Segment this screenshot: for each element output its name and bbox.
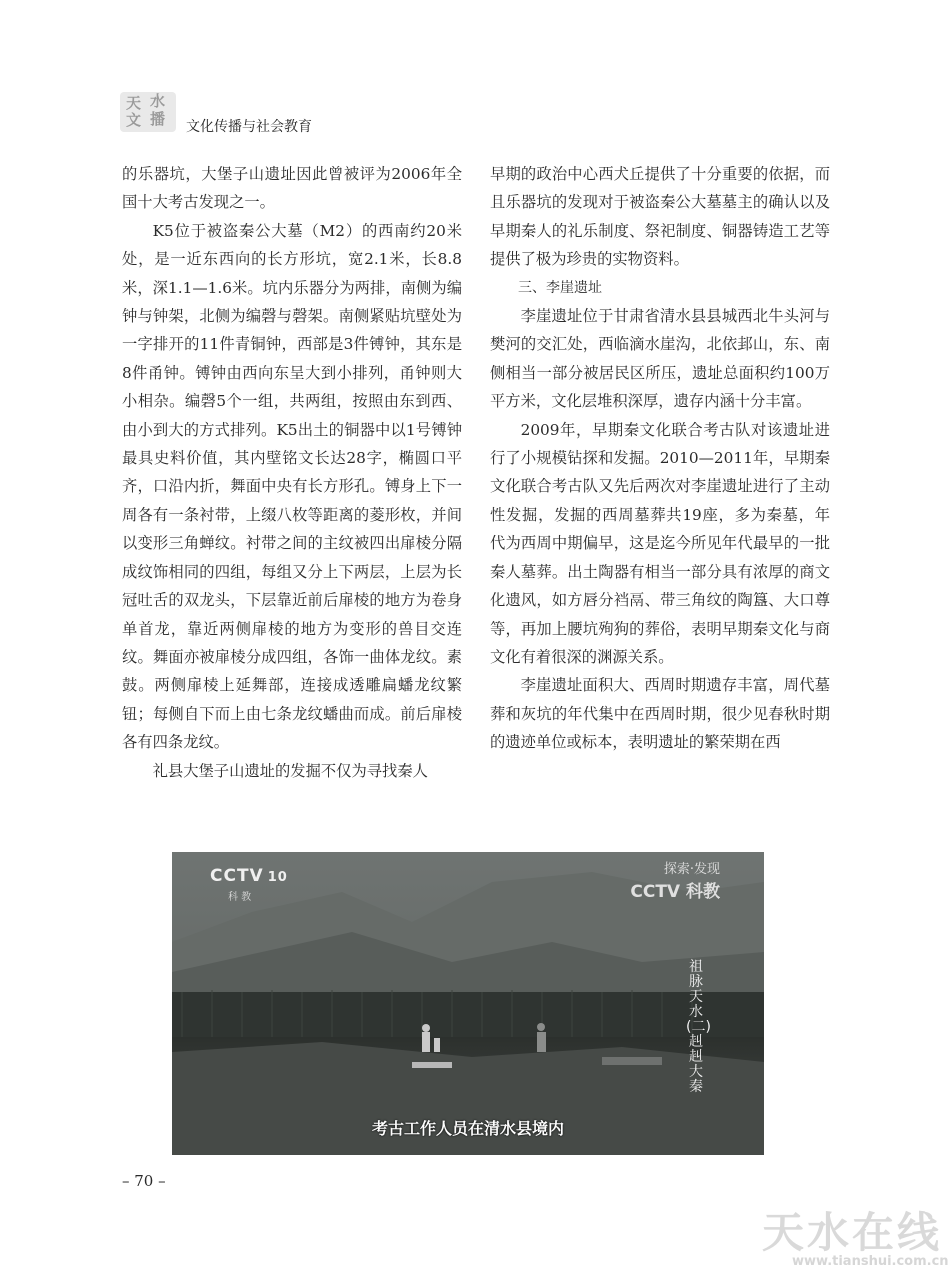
subheading: 三、李崖遗址 <box>518 279 602 296</box>
paragraph: 李崖遗址面积大、西周时期遗存丰富，周代墓葬和灰坑的年代集中在西周时期，很少见春秋时期的遗迹单位或标本，表明遗址的繁荣期在西 <box>490 676 830 752</box>
magazine-logo <box>120 92 176 132</box>
paragraph: K5位于被盗秦公大墓（M2）的西南约20米处，是一近东西向的长方形坑，宽2.1米，长8.8米，深1.1—1.6米。坑内乐器分为两排，南侧为编钟与钟架，北侧为编磬与磬架。南侧紧贴坑壁处为一字排开的11件青铜钟，西部是3件镈钟，其东是8件甬钟。镈钟由西向东呈大到小排列，甬钟则大小相杂。编磬5个一组，共两组，按照由东到西、由小到大的方式排列。K5出土的铜器中以1号镈钟最具史料价值，其内壁铭文长达28字，椭圆口平齐，口沿内折，舞面中央有长方形孔。镈身上下一周各有一条衬带，上缀八枚等距离的菱形枚，并间以变形三角蝉纹。衬带之间的主纹被四出扉棱分隔成纹饰相同的四组，每组又分上下两层，上层为长冠吐舌的双龙头，下层靠近前后扉棱的地方为卷身单首龙，靠近两侧扉棱的地方为变形的兽目交连纹。舞面亦被扉棱分成四组，各饰一曲体龙纹。素鼓。两侧扉棱上延舞部，连接成透雕扁蟠龙纹繁钮；每侧自下而上由七条龙纹蟠曲而成。前后扉棱各有四条龙纹。 <box>122 221 462 752</box>
logo-char: 播 <box>150 110 166 128</box>
program-logo-bottom: CCTV 科教 <box>630 882 720 902</box>
program-logo-top: 探索·发现 <box>663 862 720 877</box>
watermark-logo: 天水在线 <box>762 1208 943 1257</box>
channel-subtitle: 科 教 <box>228 892 252 903</box>
tv-screenshot-photo <box>172 852 764 1155</box>
logo-char: 文 <box>126 111 142 129</box>
channel-number: 10 <box>267 870 288 885</box>
paragraph: 的乐器坑，大堡子山遗址因此曾被评为2006年全国十大考古发现之一。 <box>122 165 462 212</box>
left-column <box>122 160 462 785</box>
channel-logo <box>210 866 288 886</box>
paragraph: 礼县大堡子山遗址的发掘不仅为寻找秦人 <box>152 761 428 780</box>
watermark-url: www.tianshui.com.cn <box>792 1254 949 1269</box>
photo-caption: 考古工作人员在清水县境内 <box>371 1119 564 1138</box>
right-column <box>490 160 830 757</box>
paragraph: 早期的政治中心西犬丘提供了十分重要的依据，而且乐器坑的发现对于被盗秦公大墓墓主的确认以及早期秦人的礼乐制度、祭祀制度、铜器铸造工艺等提供了极为珍贵的实物资料。 <box>490 165 830 269</box>
paragraph: 2009年，早期秦文化联合考古队对该遗址进行了小规模钻探和发掘。2010—2011年，早期秦文化联合考古队又先后两次对李崖遗址进行了主动性发掘，发掘的西周墓葬共19座，多为秦墓，年代为西周中期偏早，这是迄今所见年代最早的一批秦人墓葬。出土陶器有相当一部分具有浓厚的商文化遗风，如方唇分裆鬲、带三角纹的陶簋、大口尊等，再加上腰坑殉狗的葬俗，表明早期秦文化与商文化有着很深的渊源关系。 <box>490 420 830 666</box>
logo-char: 水 <box>150 92 166 110</box>
page-number: – 70 – <box>122 1172 166 1190</box>
program-logo <box>630 858 720 902</box>
vertical-program-title: 祖脉天水(二)赳赳大秦 <box>686 959 711 1095</box>
paragraph: 李崖遗址位于甘肃省清水县县城西北牛头河与樊河的交汇处，西临滴水崖沟，北依邽山，东、南侧相当一部分被居民区所压，遗址总面积约100万平方米，文化层堆积深厚，遗存内涵十分丰富。 <box>490 307 830 411</box>
channel-logo-text: CCTV <box>210 866 264 886</box>
logo-char: 天 <box>126 94 142 112</box>
section-title: 文化传播与社会教育 <box>186 119 312 135</box>
